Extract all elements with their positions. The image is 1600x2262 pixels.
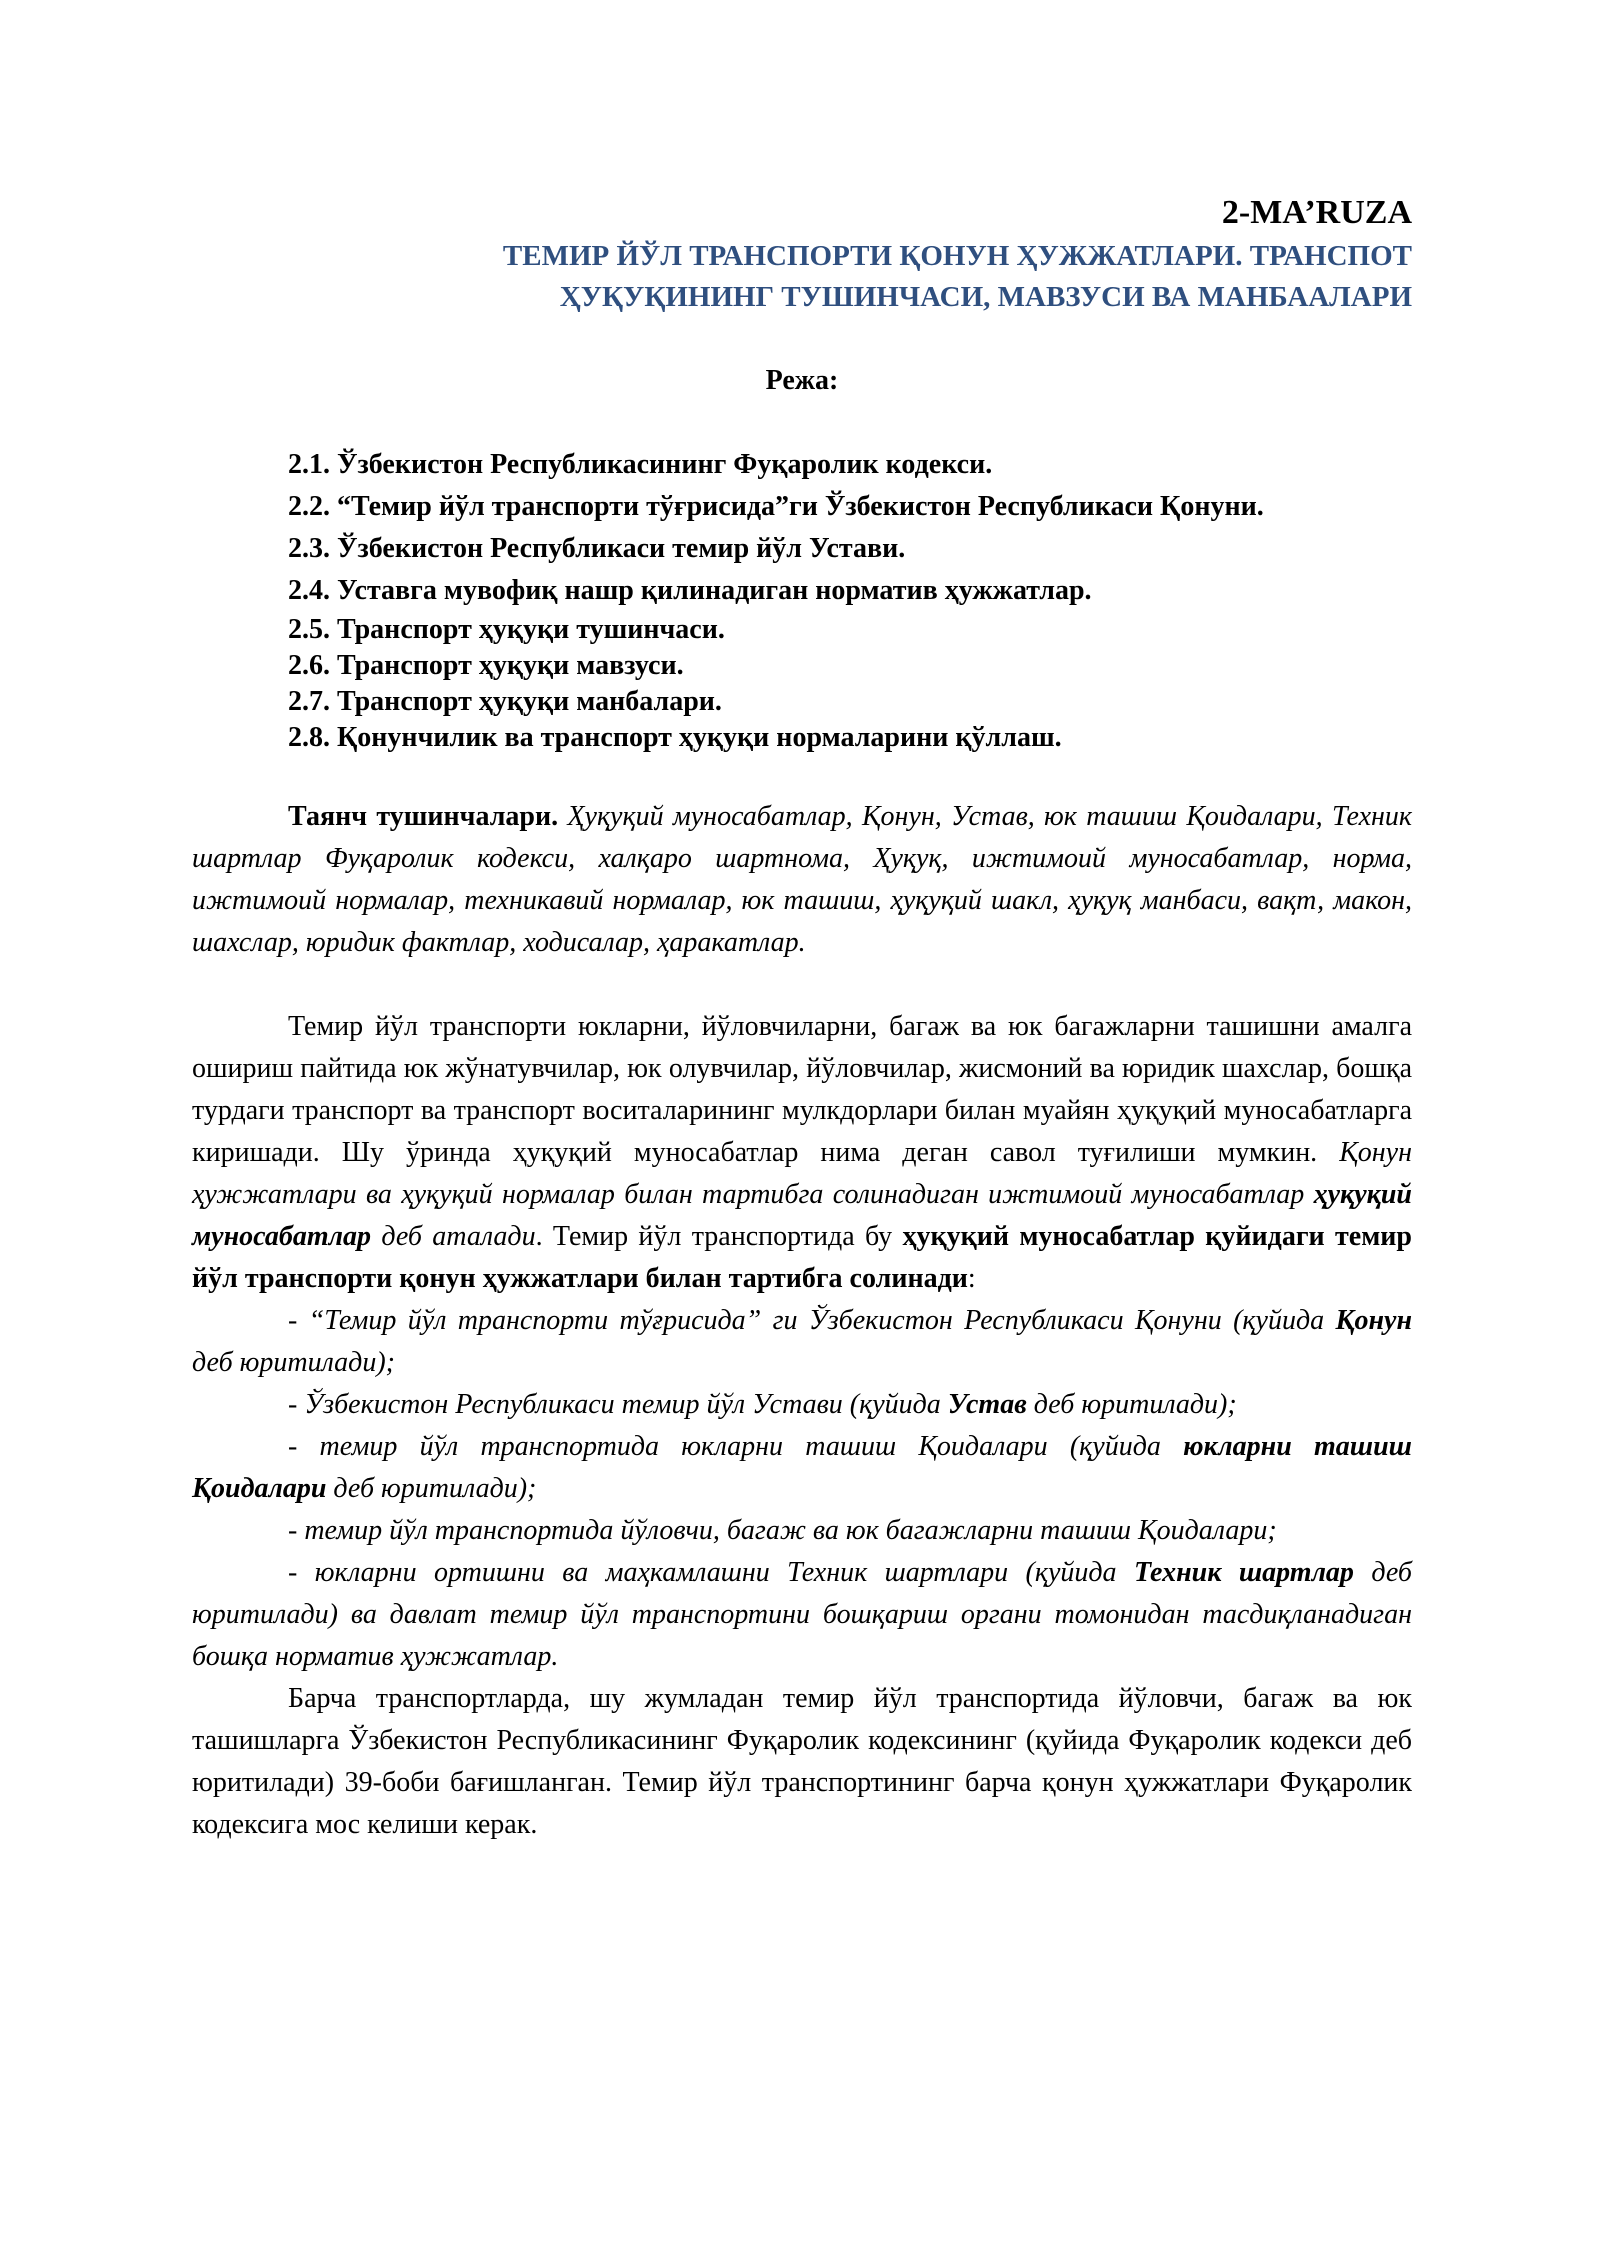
lecture-number: 2-MA’RUZA: [1221, 194, 1412, 231]
legal-act-text: - юкларни ортишни ва маҳкамлашни Техник шартлари (қуйида: [288, 1557, 1134, 1588]
plan-item: 2.6. Транспорт ҳуқуқи мавзуси.: [288, 650, 684, 681]
key-concepts-terms: Ҳуқуқий муносабатлар, Қонун, Устав, юк ташиш Қоидалари, Техник шартлар Фуқаролик кодекси, халқаро шартнома, Ҳуқуқ, ижтимоий муносабатлар, норма, ижтимоий нормалар, техникавий нормалар, юк ташиш, ҳуқуқий шакл, ҳуқуқ манбаси, вақт, макон, шахслар, юридик фактлар, ходисалар, ҳаракатлар.: [192, 801, 1412, 958]
plan-item: 2.4. Уставга мувофиқ нашр қилинадиган норматив ҳужжатлар.: [288, 575, 1092, 606]
lecture-title-line-2: ҲУҚУҚИНИНГ ТУШИНЧАСИ, МАВЗУСИ ВА МАНБААЛАРИ: [559, 281, 1412, 313]
lecture-title-line-1: ТЕМИР ЙЎЛ ТРАНСПОРТИ ҚОНУН ҲУЖЖАТЛАРИ. ТРАНСПОТ: [502, 240, 1412, 272]
legal-act-item: [192, 1552, 1412, 1678]
legal-act-item: [192, 1300, 1412, 1384]
legal-act-short-name: юкларни ташиш Қоидалари: [192, 1431, 1412, 1504]
key-concepts-lead: Таянч тушинчалари.: [288, 801, 559, 832]
definition-text: Қонун ҳужжатлари ва ҳуқуқий нормалар билан тартибга солинадиган ижтимоий муносабатлар: [192, 1137, 1412, 1210]
legal-act-item: [192, 1426, 1412, 1510]
legal-act-text: - Ўзбекистон Республикаси темир йўл Устави (қуйида: [288, 1389, 948, 1420]
intro-paragraph: [192, 1006, 1412, 1300]
legal-act-short-name: Техник шартлар: [1133, 1557, 1354, 1588]
legal-act-text: - темир йўл транспортида йўловчи, багаж ва юк багажларни ташиш Қоидалари;: [288, 1515, 1277, 1546]
legal-act-short-name: Қонун: [1335, 1305, 1412, 1336]
plan-item: 2.1. Ўзбекистон Республикасининг Фуқаролик кодекси.: [288, 449, 993, 480]
key-concepts-paragraph: [192, 796, 1412, 964]
legal-act-text-end: деб юритилади);: [1026, 1389, 1237, 1420]
intro-colon: :: [967, 1263, 976, 1294]
civil-code-paragraph: Барча транспортларда, шу жумладан темир йўл транспортида йўловчи, багаж ва юк ташишларга Ўзбекистон Республикасининг Фуқаролик кодексининг (қуйида Фуқаролик кодекси деб юритилади) 39-боби бағишланган. Темир йўл транспортининг барча қонун ҳужжатлари Фуқаролик кодексига мос келиши керак.: [192, 1683, 1412, 1840]
plan-item: 2.2. “Темир йўл транспорти тўғрисида”ги Ўзбекистон Республикаси Қонуни.: [288, 491, 1264, 522]
legal-act-text: - “Темир йўл транспорти тўғрисида” ги Ўзбекистон Республикаси Қонуни (қуйида: [288, 1305, 1336, 1336]
plan-item: 2.8. Қонунчилик ва транспорт ҳуқуқи нормаларини қўллаш.: [288, 722, 1062, 753]
legal-act-text-end: деб юритилади);: [192, 1347, 395, 1378]
plan-list: [192, 444, 1412, 756]
intro-emphasis: ҳуқуқий муносабатлар қуйидаги темир йўл транспорти қонун ҳужжатлари билан тартибга солинади: [192, 1221, 1412, 1294]
legal-act-text: - темир йўл транспортида юкларни ташиш Қоидалари (қуйида: [288, 1431, 1184, 1462]
plan-item: 2.5. Транспорт ҳуқуқи тушинчаси.: [288, 614, 725, 645]
definition-end: деб аталади: [370, 1221, 536, 1252]
plan-item: 2.7. Транспорт ҳуқуқи манбалари.: [288, 686, 722, 717]
legal-act-item: [192, 1384, 1412, 1426]
legal-act-text-end: деб юритилади);: [326, 1473, 537, 1504]
legal-act-text-end: деб юритилади) ва давлат темир йўл транспортини бошқариш органи томонидан тасдиқланадиган бошқа норматив ҳужжатлар.: [192, 1557, 1412, 1672]
definition-term: ҳуқуқий муносабатлар: [192, 1179, 1412, 1252]
lecture-title: [192, 236, 1412, 318]
intro-text: Темир йўл транспорти юкларни, йўловчиларни, багаж ва юк багажларни ташишни амалга ошириш пайтида юк жўнатувчилар, юк олувчилар, йўловчилар, жисмоний ва юридик шахслар, бошқа турдаги транспорт ва транспорт воситаларининг мулкдорлари билан муайян ҳуқуқий муносабатларга киришади. Шу ўринда ҳуқуқий муносабатлар нима деган савол туғилиши мумкин.: [192, 1011, 1412, 1168]
legal-act-short-name: Устав: [947, 1389, 1027, 1420]
plan-heading: Режа:: [765, 365, 839, 396]
intro-mid: . Темир йўл транспортида бу: [535, 1221, 903, 1252]
legal-act-item: [192, 1510, 1412, 1552]
plan-item: 2.3. Ўзбекистон Республикаси темир йўл Устави.: [288, 533, 906, 564]
